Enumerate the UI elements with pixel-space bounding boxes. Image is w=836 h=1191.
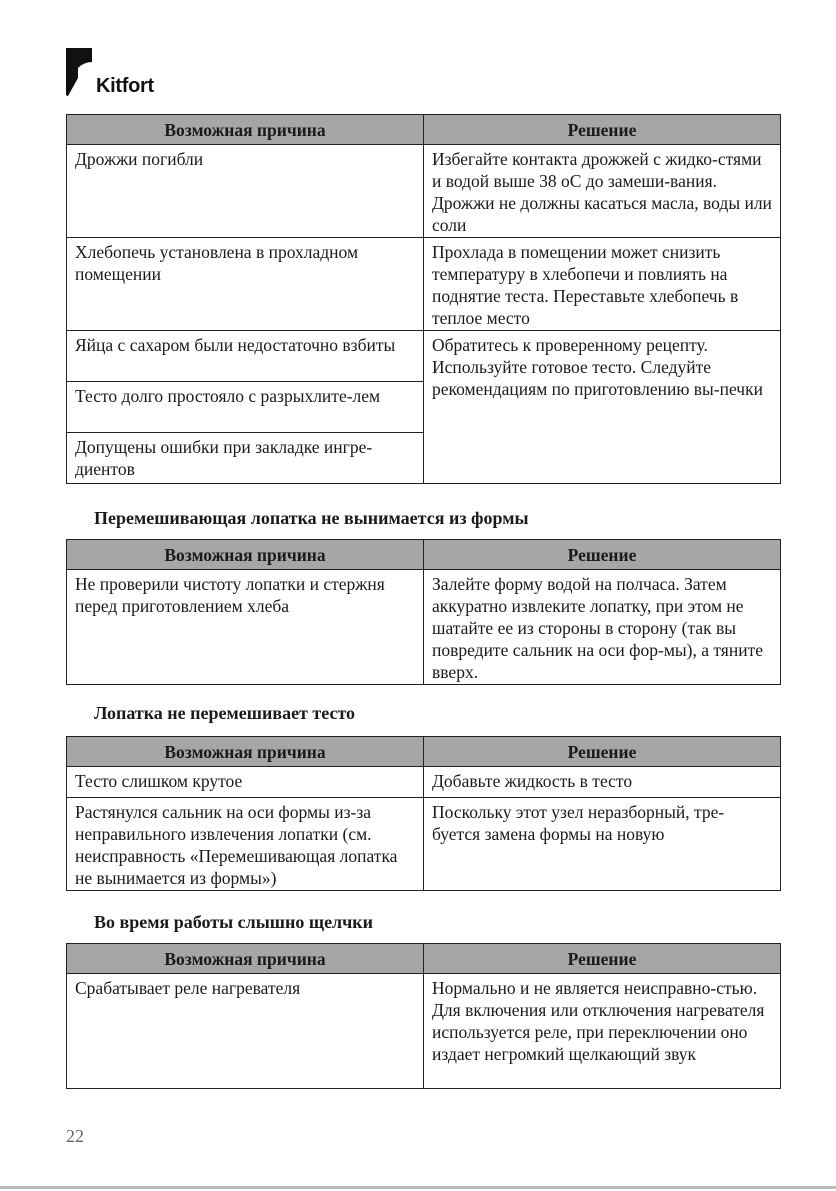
table-row xyxy=(67,238,781,331)
table-row xyxy=(67,974,781,1089)
solution-cell: Нормально и не является неисправно-стью. Для включения или отключения нагревателя используется реле, при переключении оно издает негромкий щелкающий звук xyxy=(424,974,781,1089)
solution-cell: Добавьте жидкость в тесто xyxy=(424,767,781,798)
cause-cell: Срабатывает реле нагревателя xyxy=(67,974,424,1089)
solution-cell: Обратитесь к проверенному рецепту. Используйте готовое тесто. Следуйте рекомендациям по приготовлению вы-печки xyxy=(424,331,781,484)
kitfort-logo xyxy=(64,48,154,96)
cause-cell: Допущены ошибки при закладке ингре-диентов xyxy=(67,433,424,484)
cause-cell: Хлебопечь установлена в прохладном помещении xyxy=(67,238,424,331)
table-row xyxy=(67,570,781,685)
header-cause: Возможная причина xyxy=(67,944,424,974)
cause-cell: Тесто долго простояло с разрыхлите-лем xyxy=(67,382,424,433)
cause-cell: Яйца с сахаром были недостаточно взбиты xyxy=(67,331,424,382)
section-title: Лопатка не перемешивает тесто xyxy=(94,703,356,723)
cause-cell: Не проверили чистоту лопатки и стержня перед приготовлением хлеба xyxy=(67,570,424,685)
troubleshooting-table-2 xyxy=(66,539,781,685)
table-header-row xyxy=(67,944,781,974)
table-row xyxy=(67,767,781,798)
section-title: Во время работы слышно щелчки xyxy=(94,912,374,932)
cause-cell: Дрожжи погибли xyxy=(67,145,424,238)
troubleshooting-table-4 xyxy=(66,943,781,1089)
solution-cell: Поскольку этот узел неразборный, тре-буется замена формы на новую xyxy=(424,798,781,891)
section-title: Перемешивающая лопатка не вынимается из формы xyxy=(94,508,529,528)
page-number: 22 xyxy=(66,1126,84,1146)
table-header-row xyxy=(67,540,781,570)
header-solution: Решение xyxy=(424,944,781,974)
table-row xyxy=(67,145,781,238)
header-solution: Решение xyxy=(424,540,781,570)
troubleshooting-table-3 xyxy=(66,736,781,891)
bottom-divider xyxy=(0,1186,836,1189)
brand-name: Kitfort xyxy=(96,75,154,97)
cause-cell: Тесто слишком крутое xyxy=(67,767,424,798)
header-solution: Решение xyxy=(424,115,781,145)
solution-cell: Избегайте контакта дрожжей с жидко-стями и водой выше 38 оС до замеши-вания. Дрожжи не должны касаться масла, воды или соли xyxy=(424,145,781,238)
kitfort-logo-icon xyxy=(64,48,94,96)
table-row xyxy=(67,331,781,382)
header-cause: Возможная причина xyxy=(67,540,424,570)
table-header-row xyxy=(67,115,781,145)
troubleshooting-table-1 xyxy=(66,114,781,484)
solution-cell: Залейте форму водой на полчаса. Затем аккуратно извлеките лопатку, при этом не шатайте ее из стороны в сторону (так вы повредите сальник на оси фор-мы), а тяните вверх. xyxy=(424,570,781,685)
table-header-row xyxy=(67,737,781,767)
table-row xyxy=(67,798,781,891)
cause-cell: Растянулся сальник на оси формы из-за неправильного извлечения лопатки (см. неисправность «Перемешивающая лопатка не вынимается из формы») xyxy=(67,798,424,891)
header-cause: Возможная причина xyxy=(67,115,424,145)
header-cause: Возможная причина xyxy=(67,737,424,767)
header-solution: Решение xyxy=(424,737,781,767)
solution-cell: Прохлада в помещении может снизить температуру в хлебопечи и повлиять на поднятие теста. Переставьте хлебопечь в теплое место xyxy=(424,238,781,331)
